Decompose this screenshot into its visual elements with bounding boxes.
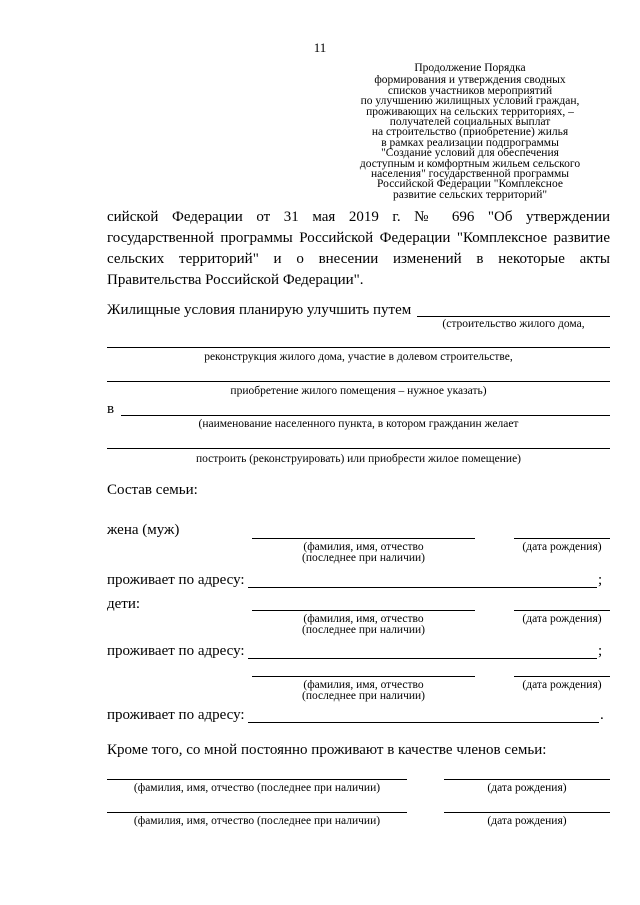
location-caption: построить (реконструировать) или приобрести жилое помещение) [195,453,522,465]
header-line: на строительство (приобретение) жилья [371,126,569,139]
other-member-name-field[interactable] [107,779,407,780]
spouse-address-field[interactable] [248,587,597,588]
child2-address-field[interactable] [248,722,599,723]
children-label: дети: [107,596,141,612]
dob-caption: (дата рождения) [522,613,602,625]
header-line: Продолжение Порядка [414,62,526,74]
child-name-field[interactable] [252,610,475,611]
header-line: формирования и утверждения сводных [374,74,566,87]
header-line: по улучшению жилищных условий граждан, [360,95,580,108]
housing-field-line-2[interactable] [107,347,610,348]
fio-caption: (фамилия, имя, отчество (последнее при наличии) [133,815,381,827]
address-label: проживает по адресу: [107,572,245,588]
fio-caption-line: (фамилия, имя, отчество [303,613,424,625]
fio-caption: (фамилия, имя, отчество (последнее при наличии) [133,782,381,794]
other-member-dob-field[interactable] [444,779,610,780]
dob-caption: (дата рождения) [522,541,602,553]
document-header [330,63,610,200]
header-line: Российской Федерации "Комплексное [377,178,563,191]
spouse-name-field[interactable] [252,538,475,539]
period: . [600,707,604,723]
housing-field-line-3[interactable] [107,381,610,382]
header-line: проживающих на сельских территориях, – [366,105,574,118]
location-caption: (наименование населенного пункта, в котором гражданин желает [198,418,519,430]
fio-caption-line: (последнее при наличии) [301,552,425,564]
housing-field[interactable] [417,316,610,317]
header-line: развитие сельских территорий" [392,188,548,201]
family-heading: Состав семьи: [107,482,198,498]
housing-caption: реконструкция жилого дома, участие в долевом строительстве, [204,351,513,363]
fio-caption-line: (последнее при наличии) [301,690,425,702]
child2-name-field[interactable] [252,676,475,677]
fio-caption [252,680,475,702]
address-label: проживает по адресу: [107,707,245,723]
fio-caption [252,614,475,636]
header-line: доступным и комфортным жильем сельского [359,157,581,170]
header-line: списков участников мероприятий [387,84,553,97]
child-address-field[interactable] [248,658,597,659]
dob-caption: (дата рождения) [487,815,567,827]
dob-caption: (дата рождения) [487,782,567,794]
child-dob-field[interactable] [514,610,610,611]
fio-caption [252,542,475,564]
dob-caption: (дата рождения) [522,679,602,691]
other-member-dob-field[interactable] [444,812,610,813]
page-number: 11 [313,40,327,55]
address-label: проживает по адресу: [107,643,245,659]
location-field[interactable] [121,415,610,416]
housing-caption: (строительство жилого дома, [442,318,585,330]
header-line: в рамках реализации подпрограммы [381,136,559,149]
location-field-line-2[interactable] [107,448,610,449]
fio-caption-line: (последнее при наличии) [301,624,425,636]
header-line: получателей социальных выплат [389,116,551,129]
location-prefix: в [107,401,115,417]
fio-caption-line: (фамилия, имя, отчество [303,541,424,553]
other-member-name-field[interactable] [107,812,407,813]
spouse-label: жена (муж) [107,522,180,538]
housing-caption: приобретение жилого помещения – нужное указать) [230,385,487,397]
fio-caption-line: (фамилия, имя, отчество [303,679,424,691]
child2-dob-field[interactable] [514,676,610,677]
spouse-dob-field[interactable] [514,538,610,539]
others-heading: Кроме того, со мной постоянно проживают в качестве членов семьи: [107,742,547,758]
intro-paragraph: сийской Федерации от 31 мая 2019 г. № 696 "Об утверждении государственной программы Российской Федерации "Комплексное развитие сельских территорий" и о внесении изменений в некоторые акты Правительства Российской Федерации". [107,209,610,288]
semicolon: ; [598,572,603,588]
header-line: "Создание условий для обеспечения [381,147,559,160]
semicolon: ; [598,643,603,659]
header-line: населения" государственной программы [371,168,569,181]
housing-label: Жилищные условия планирую улучшить путем [107,302,412,318]
